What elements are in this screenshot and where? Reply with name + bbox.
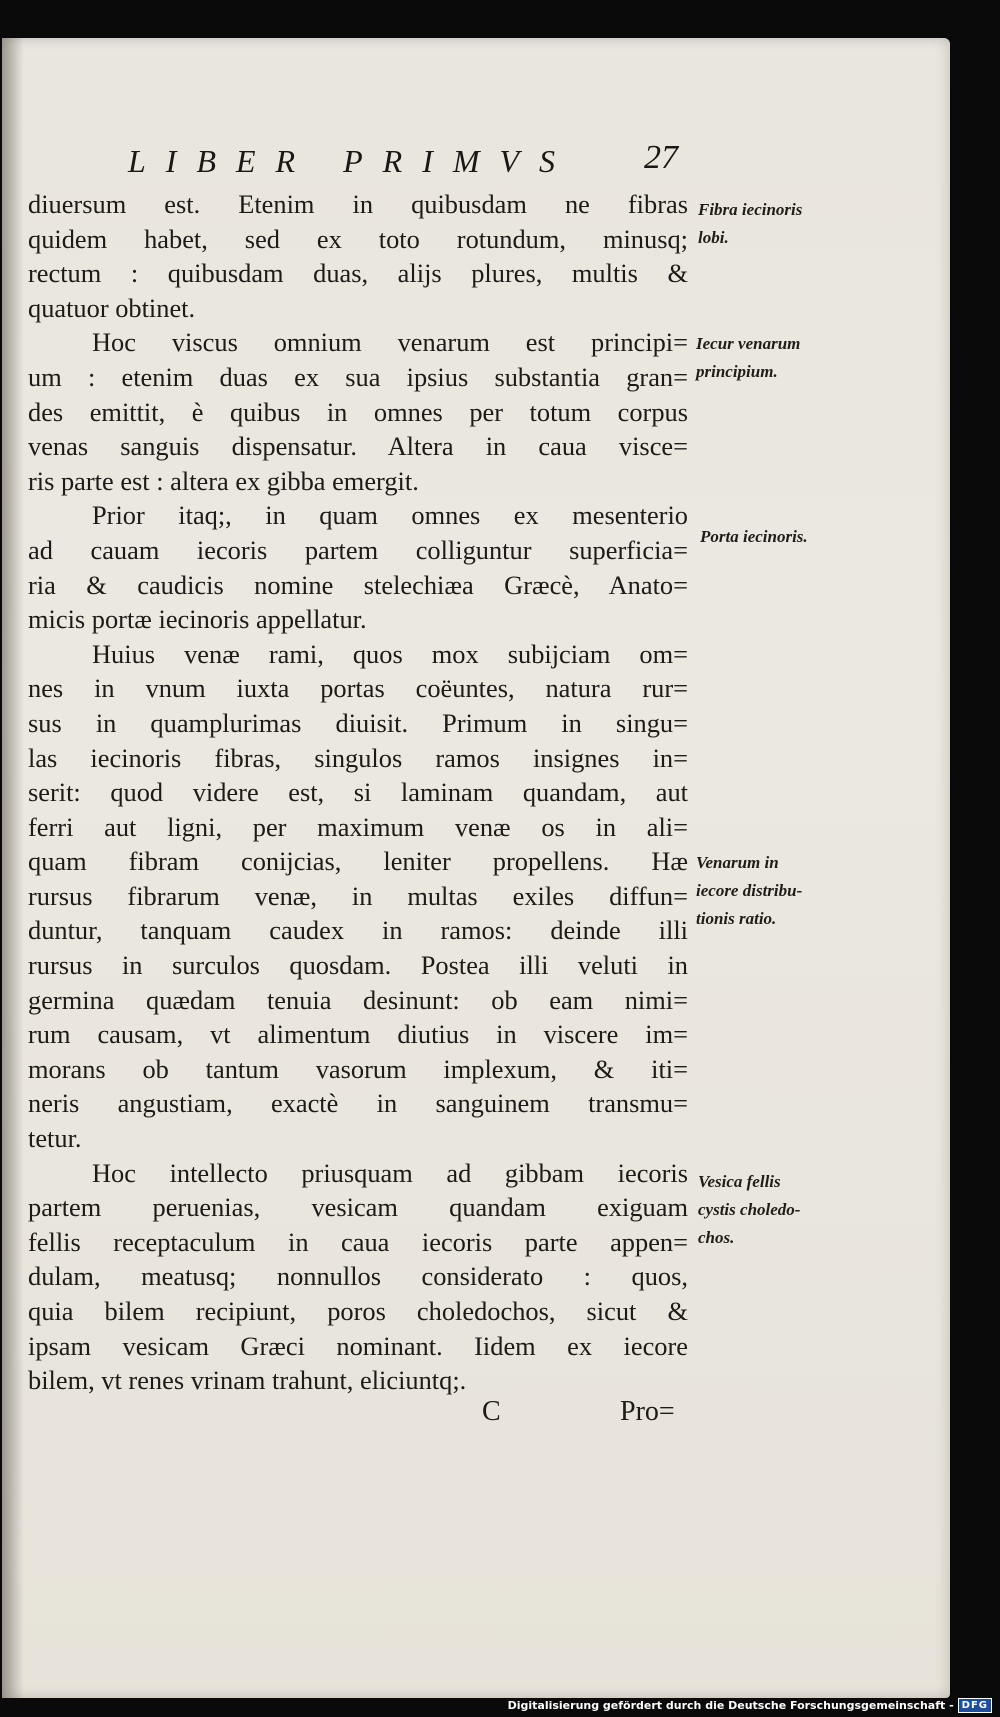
text-line: nes in vnum iuxta portas coëuntes, natura rur=	[28, 673, 688, 704]
running-head: LIBER PRIMVS	[128, 143, 576, 179]
marginal-note-line: chos.	[698, 1228, 735, 1247]
text-line: neris angustiam, exactè in sanguinem transmu=	[28, 1088, 688, 1119]
text-line: quatuor obtinet.	[28, 292, 196, 323]
marginal-note	[696, 849, 802, 933]
marginal-note-line: Fibra iecinoris	[698, 200, 803, 219]
text-line: bilem, vt renes vrinam trahunt, eliciuntq;.	[28, 1365, 467, 1396]
marginal-note-line: tionis ratio.	[696, 909, 777, 928]
text-line: Huius venæ rami, quos mox subijciam om=	[92, 638, 688, 669]
marginal-note-line: Venarum in	[696, 853, 779, 872]
catchword: Pro=	[620, 1396, 675, 1427]
text-line: quidem habet, sed ex toto rotundum, minusq;	[28, 223, 688, 254]
text-line: ipsam vesicam Græci nominant. Iidem ex iecore	[28, 1330, 688, 1361]
text-line: tetur.	[28, 1123, 82, 1154]
text-line: fellis receptaculum in caua iecoris parte appen=	[28, 1226, 688, 1257]
marginal-note-line: Porta iecinoris.	[700, 527, 808, 546]
text-line: micis portæ iecinoris appellatur.	[28, 604, 367, 635]
text-line: partem peruenias, vesicam quandam exiguam	[28, 1192, 688, 1223]
text-line: quia bilem recipiunt, poros choledochos, sicut &	[28, 1296, 688, 1326]
gutter-shadow	[2, 38, 24, 1698]
body-text	[28, 187, 688, 1398]
text-line: dulam, meatusq; nonnullos considerato : quos,	[28, 1261, 688, 1292]
marginal-note	[698, 1168, 800, 1252]
text-line: germina quædam tenuia desinunt: ob eam nimi=	[28, 984, 688, 1015]
page-number: 27	[644, 139, 678, 176]
digitization-credit	[508, 1698, 992, 1713]
text-line: des emittit, è quibus in omnes per totum corpus	[28, 396, 688, 427]
text-line: Prior itaq;, in quam omnes ex mesenterio	[92, 500, 688, 531]
text-line: ria & caudicis nomine stelechiæa Græcè, Anato=	[28, 569, 688, 600]
marginal-note-line: iecore distribu-	[696, 881, 803, 900]
text-line: venas sanguis dispensatur. Altera in caua visce=	[28, 431, 688, 462]
text-line: duntur, tanquam caudex in ramos: deinde illi	[28, 915, 688, 946]
text-line: las iecinoris fibras, singulos ramos insignes in=	[28, 742, 688, 773]
text-line: diuersum est. Etenim in quibusdam ne fibras	[28, 189, 688, 219]
text-line: um : etenim duas ex sua ipsius substantia gran=	[28, 361, 688, 392]
marginal-note	[700, 523, 808, 551]
text-line: Hoc viscus omnium venarum est principi=	[92, 327, 688, 358]
marginal-note-line: Vesica fellis	[698, 1172, 781, 1191]
text-line: ad cauam iecoris partem colliguntur superficia=	[28, 534, 688, 565]
text-line: rum causam, vt alimentum diutius in viscere im=	[28, 1019, 688, 1050]
credit-text: Digitalisierung gefördert durch die Deutsche Forschungsgemeinschaft -	[507, 1699, 954, 1712]
text-line: quam fibram conijcias, leniter propellens. Hæ	[28, 846, 688, 877]
marginal-note-line: Iecur venarum	[696, 334, 801, 353]
text-line: ris parte est : altera ex gibba emergit.	[28, 465, 419, 496]
marginal-note-line: lobi.	[698, 228, 729, 247]
text-line: sus in quamplurimas diuisit. Primum in singu=	[28, 707, 688, 738]
text-line: ferri aut ligni, per maximum venæ os in ali=	[28, 811, 688, 842]
text-line: rursus in surculos quosdam. Postea illi veluti in	[28, 950, 688, 981]
dfg-logo: DFG	[958, 1698, 992, 1713]
marginal-note	[696, 330, 800, 386]
marginal-note	[698, 196, 802, 252]
text-line: Hoc intellecto priusquam ad gibbam iecoris	[92, 1157, 688, 1188]
text-line: morans ob tantum vasorum implexum, & iti=	[28, 1053, 688, 1084]
text-line: serit: quod videre est, si laminam quandam, aut	[28, 777, 688, 808]
marginal-note-line: principium.	[696, 362, 778, 381]
signature-mark: C	[482, 1396, 501, 1427]
text-line: rectum : quibusdam duas, alijs plures, multis &	[28, 258, 688, 289]
text-line: rursus fibrarum venæ, in multas exiles diffun=	[28, 880, 688, 911]
marginal-note-line: cystis choledo-	[698, 1200, 801, 1219]
